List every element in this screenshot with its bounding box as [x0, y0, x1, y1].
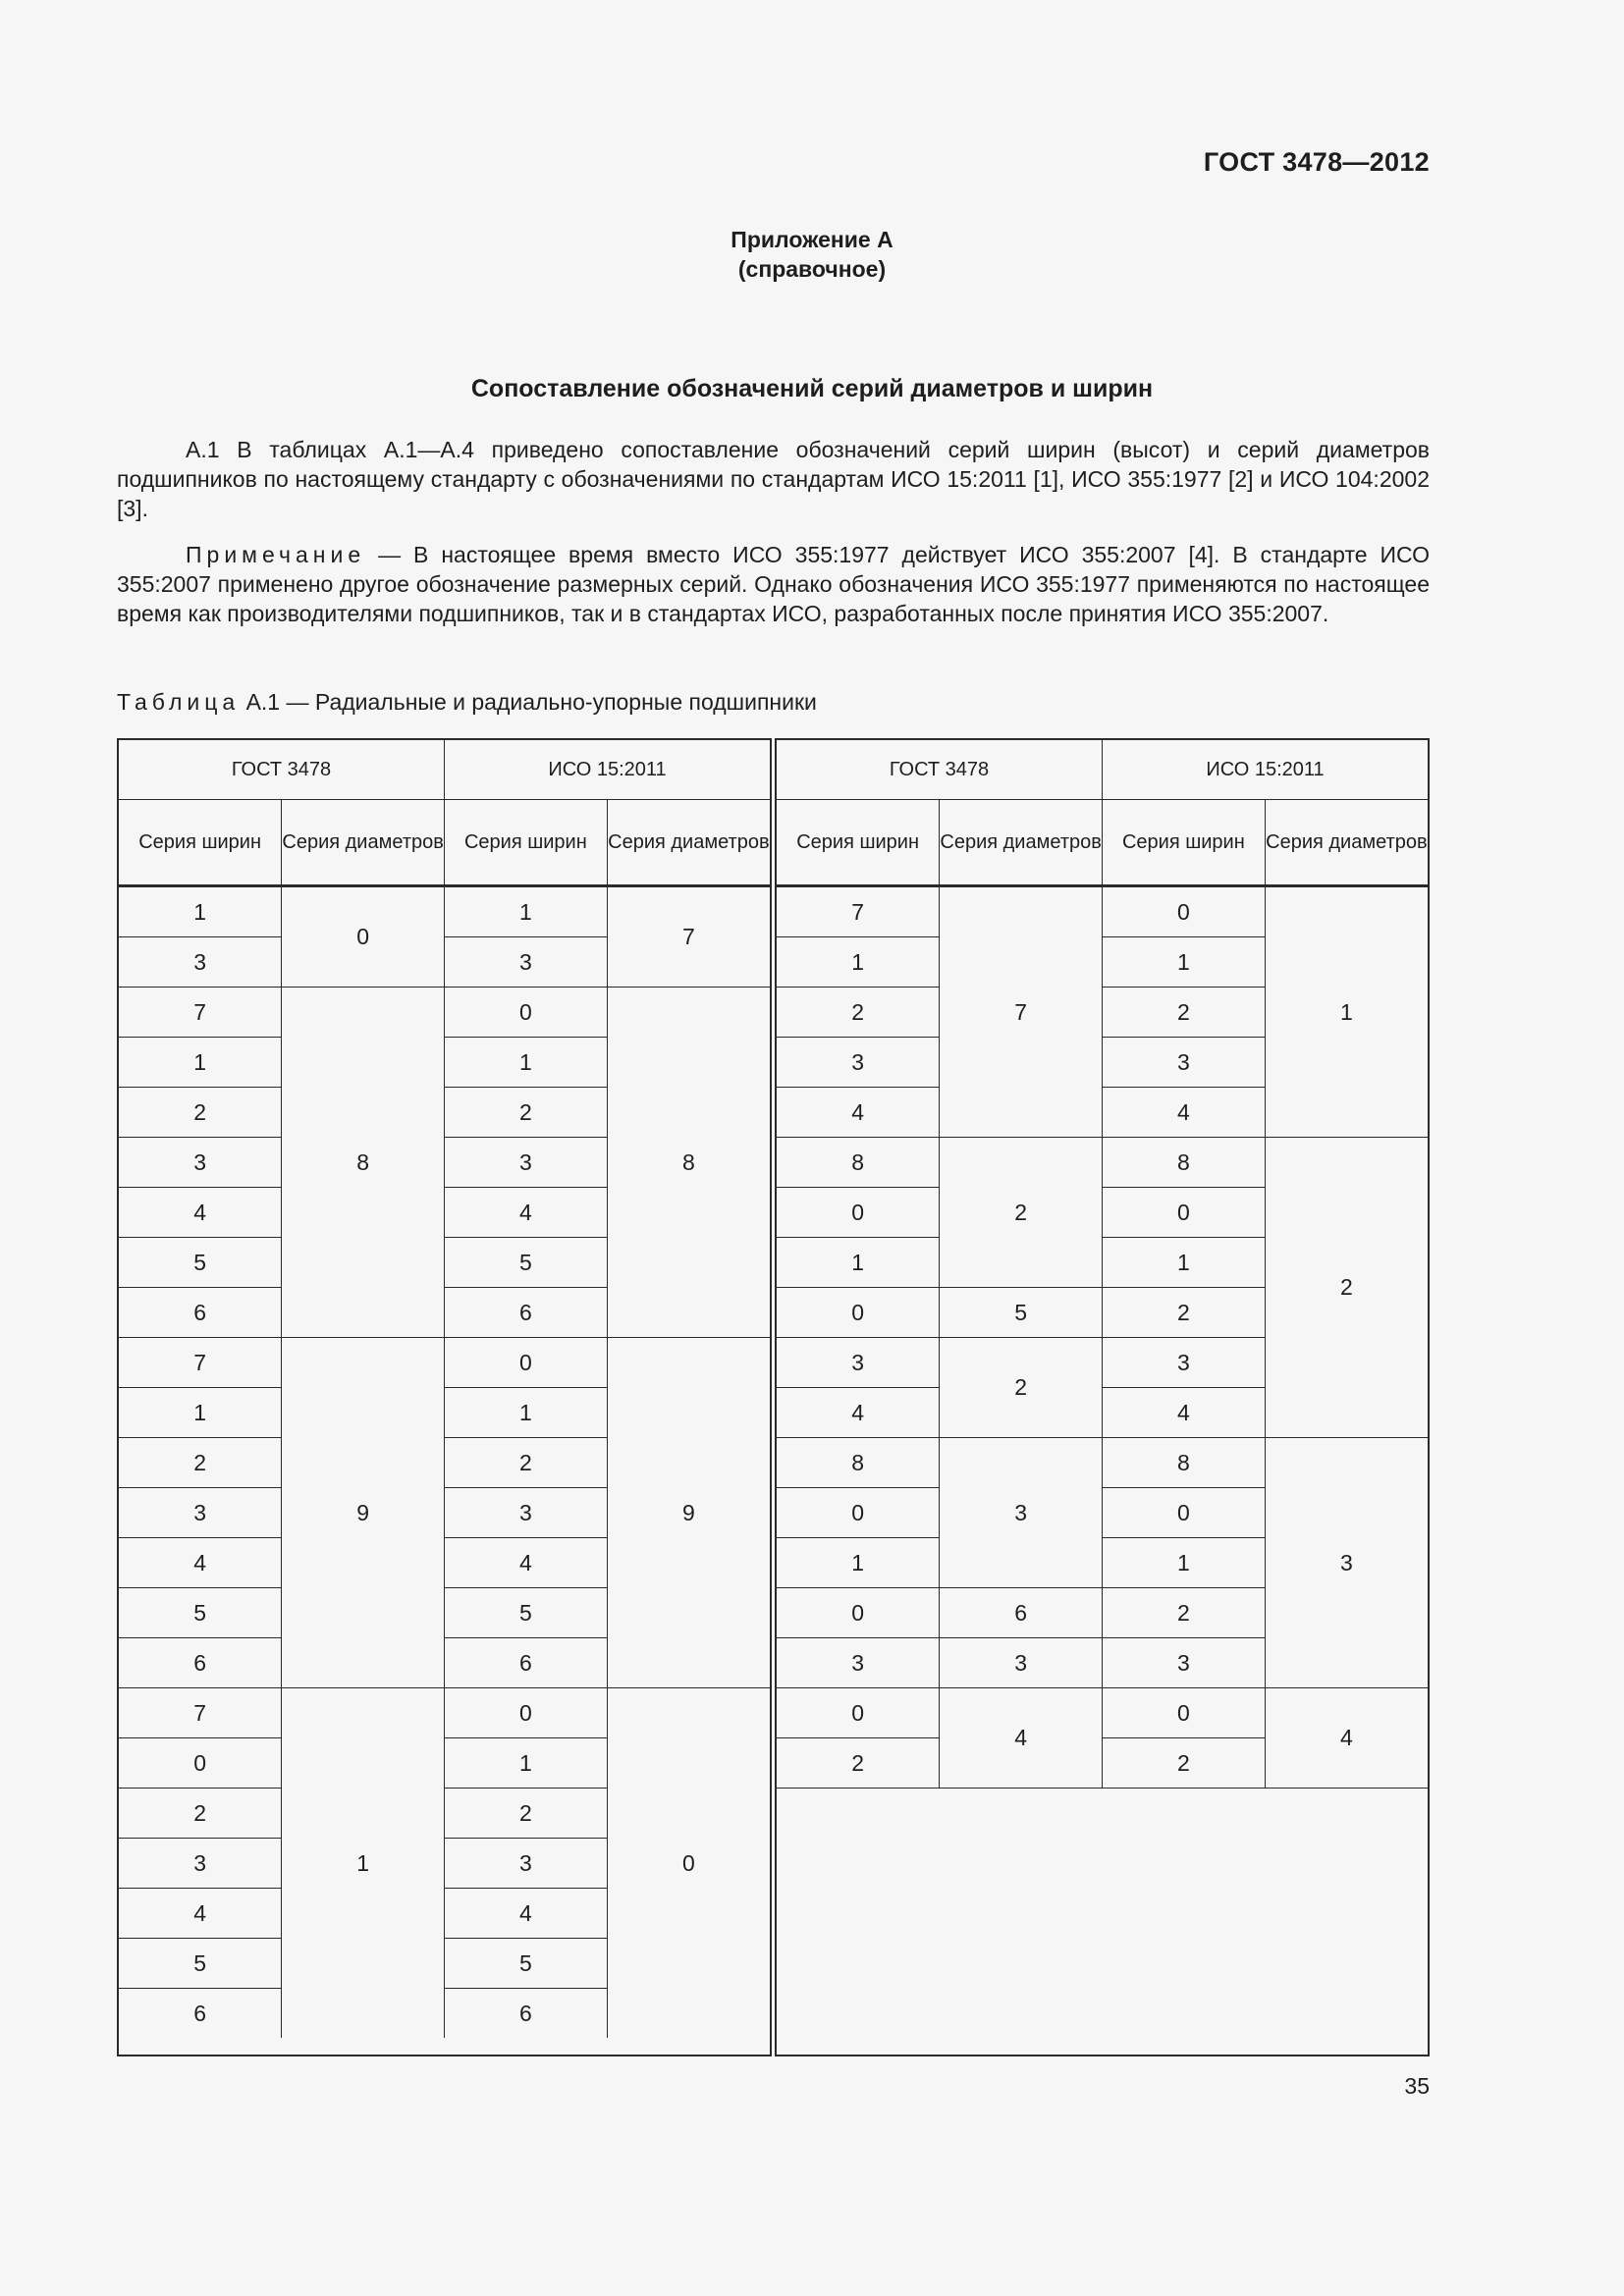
- column-header: Серия диаметров: [1265, 800, 1428, 886]
- table-cell: 5: [445, 1588, 608, 1638]
- table-cell: 6: [119, 1989, 282, 2039]
- table-cell: 3: [777, 1638, 940, 1688]
- table-cell: 3: [1103, 1038, 1266, 1088]
- table-cell: 7: [119, 1688, 282, 1738]
- table-cell: 1: [1103, 1238, 1266, 1288]
- group-header: ИСО 15:2011: [1103, 740, 1429, 800]
- table-cell: 1: [445, 1388, 608, 1438]
- table-cell: 5: [445, 1238, 608, 1288]
- table-cell: 3: [777, 1338, 940, 1388]
- appendix-title: Приложение А: [731, 227, 893, 252]
- table-cell: 3: [445, 1138, 608, 1188]
- table-cell: 4: [777, 1388, 940, 1438]
- table-cell: 2: [119, 1789, 282, 1839]
- table-cell: 0: [777, 1488, 940, 1538]
- table-cell: 6: [445, 1288, 608, 1338]
- table-cell: 0: [282, 886, 445, 988]
- table-cell: 3: [1265, 1438, 1428, 1688]
- table-cell: 6: [445, 1989, 608, 2039]
- table-cell: 3: [777, 1038, 940, 1088]
- table-cell: 4: [119, 1188, 282, 1238]
- table-cell: 4: [445, 1889, 608, 1939]
- table-cell: 8: [282, 988, 445, 1338]
- table-cell: 4: [1265, 1688, 1428, 1789]
- table-cell: 1: [282, 1688, 445, 2039]
- table-cell: 0: [119, 1738, 282, 1789]
- table-cell: 0: [607, 1688, 770, 2039]
- table-cell: 0: [1103, 1688, 1266, 1738]
- table-cell: 7: [119, 1338, 282, 1388]
- table-cell: 2: [1103, 988, 1266, 1038]
- table-cell: 1: [777, 1238, 940, 1288]
- group-header: ГОСТ 3478: [119, 740, 445, 800]
- table-cell: 2: [1103, 1288, 1266, 1338]
- table-cell: 4: [445, 1538, 608, 1588]
- table-cell: 1: [1103, 1538, 1266, 1588]
- table-cell: 8: [1103, 1138, 1266, 1188]
- note-text: — В настоящее время вместо ИСО 355:1977 действует ИСО 355:2007 [4]. В стандарте ИСО 355:2007 применено другое обозначение размерных серий. Однако обозначения ИСО 355:1977 применяются по настоящее время как производителями подшипников, так и в стандартах ИСО, разработанных после принятия ИСО 355:2007.: [117, 542, 1430, 626]
- table-cell: 1: [119, 886, 282, 937]
- table-cell: 4: [445, 1188, 608, 1238]
- table-cell: 7: [119, 988, 282, 1038]
- table-cell: 7: [777, 886, 940, 937]
- table-cell: 3: [445, 1839, 608, 1889]
- table-cell: 1: [777, 937, 940, 988]
- table-cell: 2: [445, 1789, 608, 1839]
- table-cell: 8: [777, 1438, 940, 1488]
- table-cell: 6: [119, 1638, 282, 1688]
- paragraph-a1: А.1 В таблицах А.1—А.4 приведено сопоставление обозначений серий ширин (высот) и серий диаметров подшипников по настоящему стандарту с обозначениями по стандартам ИСО 15:2011 [1], ИСО 355:1977 [2] и ИСО 104:2002 [3].: [117, 437, 1430, 521]
- table-cell: 1: [445, 1038, 608, 1088]
- table-cell: 9: [282, 1338, 445, 1688]
- table-cell: 5: [119, 1939, 282, 1989]
- table-cell: 3: [445, 937, 608, 988]
- column-header: Серия ширин: [119, 800, 282, 886]
- column-header: Серия диаметров: [282, 800, 445, 886]
- table-cell: 5: [445, 1939, 608, 1989]
- table-cell: 7: [607, 886, 770, 988]
- table-cell: 2: [445, 1438, 608, 1488]
- column-header: Серия диаметров: [940, 800, 1103, 886]
- table-cell: 2: [445, 1088, 608, 1138]
- table-cell: 2: [940, 1138, 1103, 1288]
- appendix-heading: [0, 225, 1624, 284]
- table-cell: 3: [119, 1488, 282, 1538]
- page-number: 35: [1404, 2073, 1430, 2099]
- right-table: [777, 740, 1428, 1789]
- table-cell: 4: [1103, 1088, 1266, 1138]
- table-caption: [117, 689, 817, 716]
- table-cell: 1: [445, 1738, 608, 1789]
- table-cell: 0: [1103, 1188, 1266, 1238]
- table-cell: 8: [607, 988, 770, 1338]
- table-cell: 2: [940, 1338, 1103, 1438]
- table-cell: 0: [445, 1688, 608, 1738]
- table-cell: 5: [119, 1238, 282, 1288]
- table-cell: 1: [1265, 886, 1428, 1138]
- table-cell: 2: [1103, 1738, 1266, 1789]
- table-cell: 0: [777, 1688, 940, 1738]
- table-cell: 3: [445, 1488, 608, 1538]
- document-code: ГОСТ 3478—2012: [1203, 147, 1430, 177]
- table-cell: 2: [777, 988, 940, 1038]
- table-cell: 3: [1103, 1338, 1266, 1388]
- table-cell: 3: [119, 937, 282, 988]
- group-header: ИСО 15:2011: [445, 740, 771, 800]
- table-cell: 0: [777, 1188, 940, 1238]
- table-cell: 4: [119, 1889, 282, 1939]
- group-header: ГОСТ 3478: [777, 740, 1103, 800]
- column-header: Серия ширин: [777, 800, 940, 886]
- table-cell: 5: [940, 1288, 1103, 1338]
- column-header: Серия диаметров: [607, 800, 770, 886]
- table-cell: 3: [119, 1839, 282, 1889]
- table-cell: 2: [1265, 1138, 1428, 1438]
- comparison-table: [117, 738, 1430, 2056]
- table-cell: 4: [777, 1088, 940, 1138]
- table-cell: 1: [119, 1038, 282, 1088]
- table-cell: 6: [119, 1288, 282, 1338]
- table-cell: 0: [777, 1288, 940, 1338]
- appendix-subtitle: (справочное): [737, 256, 887, 282]
- note-label: Примечание: [186, 542, 366, 567]
- table-cell: 3: [940, 1638, 1103, 1688]
- column-header: Серия ширин: [445, 800, 608, 886]
- table-cell: 0: [777, 1588, 940, 1638]
- table-cell: 4: [1103, 1388, 1266, 1438]
- table-cell: 5: [119, 1588, 282, 1638]
- table-cell: 2: [777, 1738, 940, 1789]
- table-cell: 8: [777, 1138, 940, 1188]
- table-cell: 1: [777, 1538, 940, 1588]
- table-right-half: [775, 738, 1430, 2056]
- table-cell: 2: [119, 1438, 282, 1488]
- table-cell: 2: [119, 1088, 282, 1138]
- table-cell: 1: [1103, 937, 1266, 988]
- left-table: [119, 740, 770, 2038]
- table-cell: 4: [940, 1688, 1103, 1789]
- table-cell: 8: [1103, 1438, 1266, 1488]
- table-cell: 0: [445, 988, 608, 1038]
- table-caption-label: Таблица: [117, 689, 241, 715]
- column-header: Серия ширин: [1103, 800, 1266, 886]
- table-cell: 1: [445, 886, 608, 937]
- table-cell: 3: [119, 1138, 282, 1188]
- table-left-half: [117, 738, 772, 2056]
- section-title: Сопоставление обозначений серий диаметров и ширин: [470, 375, 1154, 402]
- note-paragraph: [117, 540, 1430, 628]
- table-cell: 3: [1103, 1638, 1266, 1688]
- table-cell: 3: [940, 1438, 1103, 1588]
- table-cell: 1: [119, 1388, 282, 1438]
- table-caption-text: А.1 — Радиальные и радиально-упорные подшипники: [240, 689, 817, 715]
- table-cell: 4: [119, 1538, 282, 1588]
- table-cell: 0: [445, 1338, 608, 1388]
- table-cell: 2: [1103, 1588, 1266, 1638]
- table-cell: 0: [1103, 886, 1266, 937]
- table-cell: 6: [940, 1588, 1103, 1638]
- table-cell: 9: [607, 1338, 770, 1688]
- table-cell: 7: [940, 886, 1103, 1138]
- table-cell: 6: [445, 1638, 608, 1688]
- table-cell: 0: [1103, 1488, 1266, 1538]
